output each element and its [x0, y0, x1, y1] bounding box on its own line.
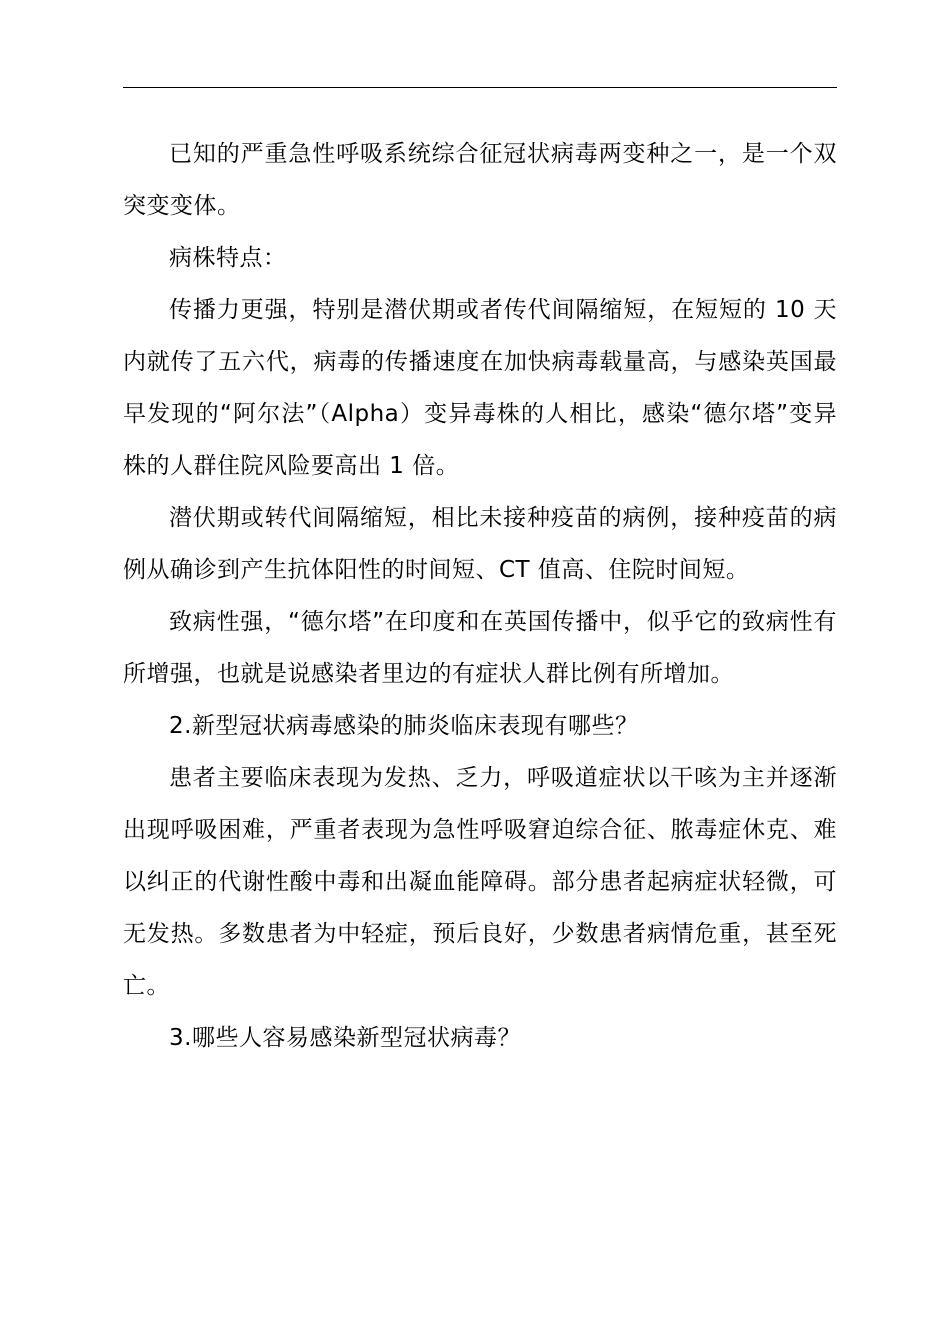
question-clinical-manifestations: 2.新型冠状病毒感染的肺炎临床表现有哪些？ [169, 713, 639, 739]
question-susceptible-people: 3.哪些人容易感染新型冠状病毒？ [169, 1025, 521, 1051]
paragraph-clinical-manifestations: 患者主要临床表现为发热、乏力，呼吸道症状以干咳为主并逐渐出现呼吸困难，严重者表现为急性呼吸窘迫综合征、脓毒症休克、难以纠正的代谢性酸中毒和出凝血能障碍。部分患者起病症状轻微，可无发热。多数患者为中轻症，预后良好，少数患者病情危重，甚至死亡。 [123, 765, 837, 999]
paragraph-incubation: 潜伏期或转代间隔缩短，相比未接种疫苗的病例，接种疫苗的病例从确诊到产生抗体阳性的时间短、CT 值高、住院时间短。 [123, 505, 837, 583]
paragraph-variant-intro: 已知的严重急性呼吸系统综合征冠状病毒两变种之一，是一个双突变变体。 [123, 141, 837, 219]
header-rule [123, 87, 837, 88]
paragraph-pathogenicity: 致病性强，“德尔塔”在印度和在英国传播中，似乎它的致病性有所增强，也就是说感染者里边的有症状人群比例有所增加。 [123, 609, 837, 687]
document-body [123, 128, 837, 1064]
paragraph-strain-features-heading: 病株特点： [169, 245, 287, 271]
paragraph-transmission: 传播力更强，特别是潜伏期或者传代间隔缩短，在短短的 10 天内就传了五六代，病毒的传播速度在加快病毒载量高，与感染英国最早发现的“阿尔法”（Alpha）变异毒株的人相比，感染“德尔塔”变异株的人群住院风险要高出 1 倍。 [123, 297, 837, 479]
